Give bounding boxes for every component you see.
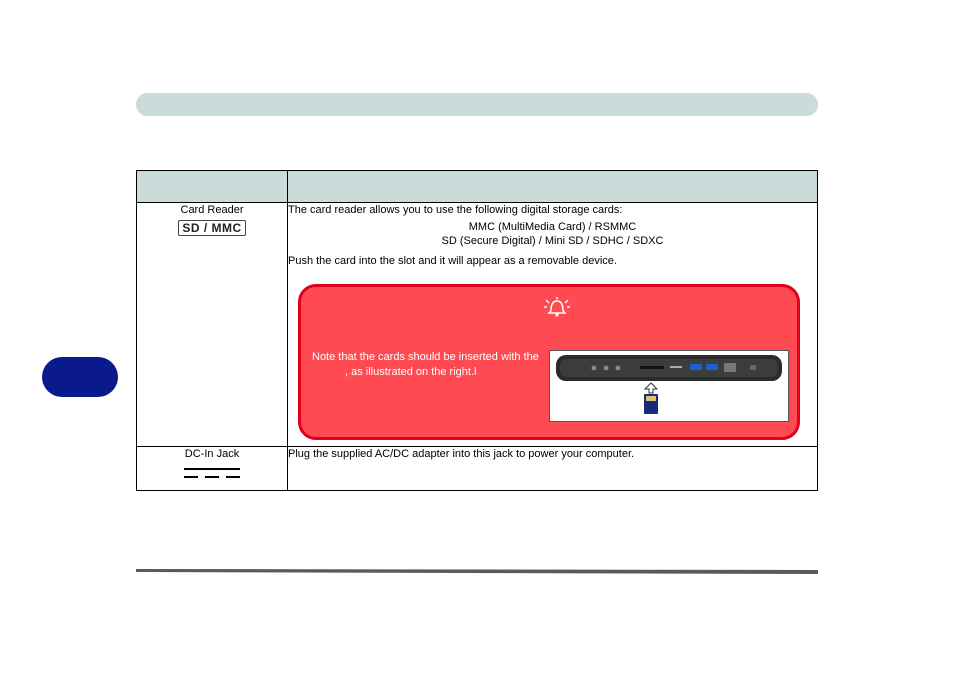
dc-in-symbol-icon (184, 466, 240, 480)
card-type-item: MMC (MultiMedia Card) / RSMMC (468, 221, 637, 233)
bell-icon (543, 296, 571, 318)
note-box (298, 284, 800, 440)
dc-in-description: Plug the supplied AC/DC adapter into this jack to power your computer. (288, 448, 635, 460)
table-header-cell (288, 171, 818, 203)
card-reader-intro: The card reader allows you to use the following digital storage cards: (288, 204, 623, 216)
card-type-item: SD (Secure Digital) / Mini SD / SDHC / SDXC (441, 235, 664, 247)
laptop-side-view-image (549, 350, 789, 422)
table-header-row (137, 171, 818, 203)
description-cell (288, 203, 818, 447)
note-line-2: , as illustrated on the right.l (345, 366, 477, 378)
note-line-1: Note that the cards should be inserted with the (312, 351, 539, 363)
component-cell (137, 447, 288, 491)
component-name: Card Reader (180, 204, 244, 216)
footer-rule (136, 567, 818, 575)
table-row (137, 447, 818, 491)
table-row (137, 203, 818, 447)
card-push-text: Push the card into the slot and it will appear as a removable device. (288, 255, 617, 267)
table-header-cell (137, 171, 288, 203)
description-cell (288, 447, 818, 491)
note-text (312, 350, 544, 380)
spec-table (136, 170, 818, 491)
component-name: DC-In Jack (184, 448, 240, 460)
chapter-side-tab (42, 357, 118, 397)
sd-mmc-card-icon: SD / MMC (178, 220, 245, 236)
component-cell (137, 203, 288, 447)
chapter-header-bar (136, 93, 818, 116)
